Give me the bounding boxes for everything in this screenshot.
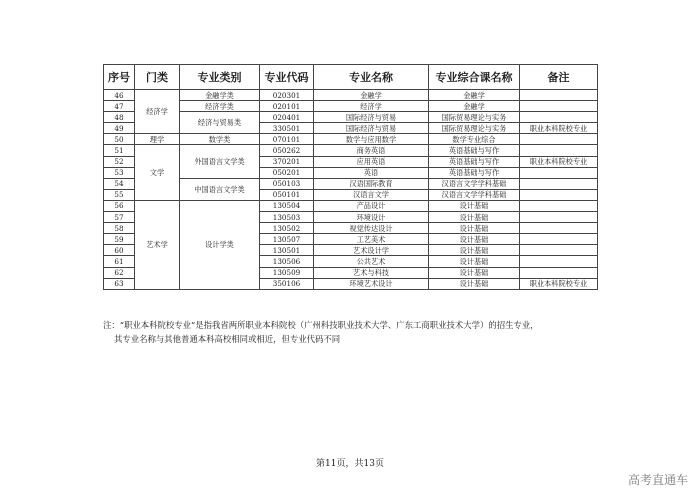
table-header-row — [104, 65, 598, 90]
cell-major-name: 商务英语 — [314, 145, 429, 156]
cell-major-code: 130504 — [260, 200, 314, 211]
table-footnote — [103, 318, 603, 346]
cell-course-name: 设计基础 — [429, 245, 520, 256]
cell-remark — [520, 267, 598, 278]
header-course-name: 专业综合课名称 — [429, 65, 520, 90]
cell-major-code: 050201 — [260, 167, 314, 178]
header-major-class: 专业类别 — [180, 65, 260, 90]
cell-major-class: 经济学类 — [180, 101, 260, 112]
cell-remark — [520, 223, 598, 234]
header-major-name: 专业名称 — [314, 65, 429, 90]
cell-index: 50 — [104, 134, 135, 145]
cell-major-name: 英语 — [314, 167, 429, 178]
table-row — [104, 145, 598, 156]
cell-course-name: 金融学 — [429, 90, 520, 101]
cell-remark — [520, 90, 598, 101]
cell-major-name: 国际经济与贸易 — [314, 112, 429, 123]
cell-course-name: 金融学 — [429, 101, 520, 112]
table-row — [104, 134, 598, 145]
header-index: 序号 — [104, 65, 135, 90]
cell-category: 经济学 — [135, 90, 180, 134]
majors-table — [103, 64, 598, 290]
cell-course-name: 汉语言文学学科基础 — [429, 189, 520, 200]
cell-major-class: 数学类 — [180, 134, 260, 145]
cell-major-class: 设计学类 — [180, 200, 260, 289]
cell-major-code: 130502 — [260, 223, 314, 234]
cell-remark — [520, 256, 598, 267]
cell-major-code: 130506 — [260, 256, 314, 267]
cell-major-code: 330501 — [260, 123, 314, 134]
cell-course-name: 设计基础 — [429, 223, 520, 234]
cell-course-name: 设计基础 — [429, 267, 520, 278]
cell-remark — [520, 101, 598, 112]
cell-index: 61 — [104, 256, 135, 267]
cell-category: 文学 — [135, 145, 180, 200]
cell-remark — [520, 189, 598, 200]
cell-major-name: 金融学 — [314, 90, 429, 101]
footnote-line-2: 其专业名称与其他普通本科高校相同或相近，但专业代码不同 — [114, 334, 341, 344]
cell-remark — [520, 112, 598, 123]
cell-remark: 职业本科院校专业 — [520, 123, 598, 134]
cell-major-name: 工艺美术 — [314, 234, 429, 245]
cell-course-name: 设计基础 — [429, 256, 520, 267]
cell-course-name: 国际贸易理论与实务 — [429, 123, 520, 134]
cell-remark — [520, 145, 598, 156]
cell-major-name: 数学与应用数学 — [314, 134, 429, 145]
cell-major-code: 020301 — [260, 90, 314, 101]
cell-index: 59 — [104, 234, 135, 245]
cell-course-name: 数学专业综合 — [429, 134, 520, 145]
cell-index: 46 — [104, 90, 135, 101]
cell-index: 55 — [104, 189, 135, 200]
header-major-code: 专业代码 — [260, 65, 314, 90]
cell-major-code: 050262 — [260, 145, 314, 156]
cell-major-name: 艺术与科技 — [314, 267, 429, 278]
cell-major-name: 汉语国际教育 — [314, 178, 429, 189]
cell-major-class: 金融学类 — [180, 90, 260, 101]
header-remark: 备注 — [520, 65, 598, 90]
cell-course-name: 英语基础与写作 — [429, 167, 520, 178]
footnote-line-1: 注：“职业本科院校专业”是指我省两所职业本科院校（广州科技职业技术大学、广东工商职业技术大学）的招生专业， — [103, 320, 539, 330]
cell-course-name: 设计基础 — [429, 200, 520, 211]
cell-index: 58 — [104, 223, 135, 234]
cell-major-code: 350106 — [260, 278, 314, 289]
header-category: 门类 — [135, 65, 180, 90]
cell-index: 57 — [104, 212, 135, 223]
cell-major-code: 370201 — [260, 156, 314, 167]
cell-index: 63 — [104, 278, 135, 289]
cell-major-code: 070101 — [260, 134, 314, 145]
cell-major-class: 外国语言文学类 — [180, 145, 260, 178]
cell-major-name: 国际经济与贸易 — [314, 123, 429, 134]
cell-remark — [520, 234, 598, 245]
cell-remark — [520, 245, 598, 256]
cell-remark: 职业本科院校专业 — [520, 278, 598, 289]
cell-course-name: 汉语言文学学科基础 — [429, 178, 520, 189]
cell-major-code: 130509 — [260, 267, 314, 278]
cell-index: 51 — [104, 145, 135, 156]
cell-major-code: 130501 — [260, 245, 314, 256]
cell-major-code: 050101 — [260, 189, 314, 200]
cell-major-code: 130507 — [260, 234, 314, 245]
cell-remark — [520, 178, 598, 189]
cell-major-name: 环境艺术设计 — [314, 278, 429, 289]
cell-index: 53 — [104, 167, 135, 178]
cell-remark — [520, 134, 598, 145]
cell-remark — [520, 167, 598, 178]
cell-major-name: 视觉传达设计 — [314, 223, 429, 234]
cell-major-name: 公共艺术 — [314, 256, 429, 267]
table-row — [104, 200, 598, 211]
cell-major-name: 环境设计 — [314, 212, 429, 223]
cell-remark: 职业本科院校专业 — [520, 156, 598, 167]
cell-category: 艺术学 — [135, 200, 180, 289]
cell-index: 56 — [104, 200, 135, 211]
cell-course-name: 设计基础 — [429, 234, 520, 245]
cell-remark — [520, 212, 598, 223]
cell-major-code: 050103 — [260, 178, 314, 189]
cell-category: 理学 — [135, 134, 180, 145]
cell-major-name: 经济学 — [314, 101, 429, 112]
cell-course-name: 英语基础与写作 — [429, 156, 520, 167]
page-number: 第11页，共13页 — [316, 459, 384, 469]
cell-major-name: 汉语言文学 — [314, 189, 429, 200]
cell-course-name: 设计基础 — [429, 278, 520, 289]
cell-remark — [520, 200, 598, 211]
table-row — [104, 90, 598, 101]
cell-index: 62 — [104, 267, 135, 278]
watermark-text: 高考直通车 — [627, 473, 688, 487]
cell-major-code: 130503 — [260, 212, 314, 223]
cell-major-class: 经济与贸易类 — [180, 112, 260, 134]
cell-index: 49 — [104, 123, 135, 134]
cell-major-name: 应用英语 — [314, 156, 429, 167]
cell-index: 47 — [104, 101, 135, 112]
cell-course-name: 国际贸易理论与实务 — [429, 112, 520, 123]
cell-course-name: 英语基础与写作 — [429, 145, 520, 156]
cell-course-name: 设计基础 — [429, 212, 520, 223]
cell-index: 54 — [104, 178, 135, 189]
cell-major-name: 产品设计 — [314, 200, 429, 211]
cell-major-name: 艺术设计学 — [314, 245, 429, 256]
cell-major-code: 020101 — [260, 101, 314, 112]
cell-major-class: 中国语言文学类 — [180, 178, 260, 200]
cell-index: 48 — [104, 112, 135, 123]
cell-index: 52 — [104, 156, 135, 167]
cell-major-code: 020401 — [260, 112, 314, 123]
cell-index: 60 — [104, 245, 135, 256]
